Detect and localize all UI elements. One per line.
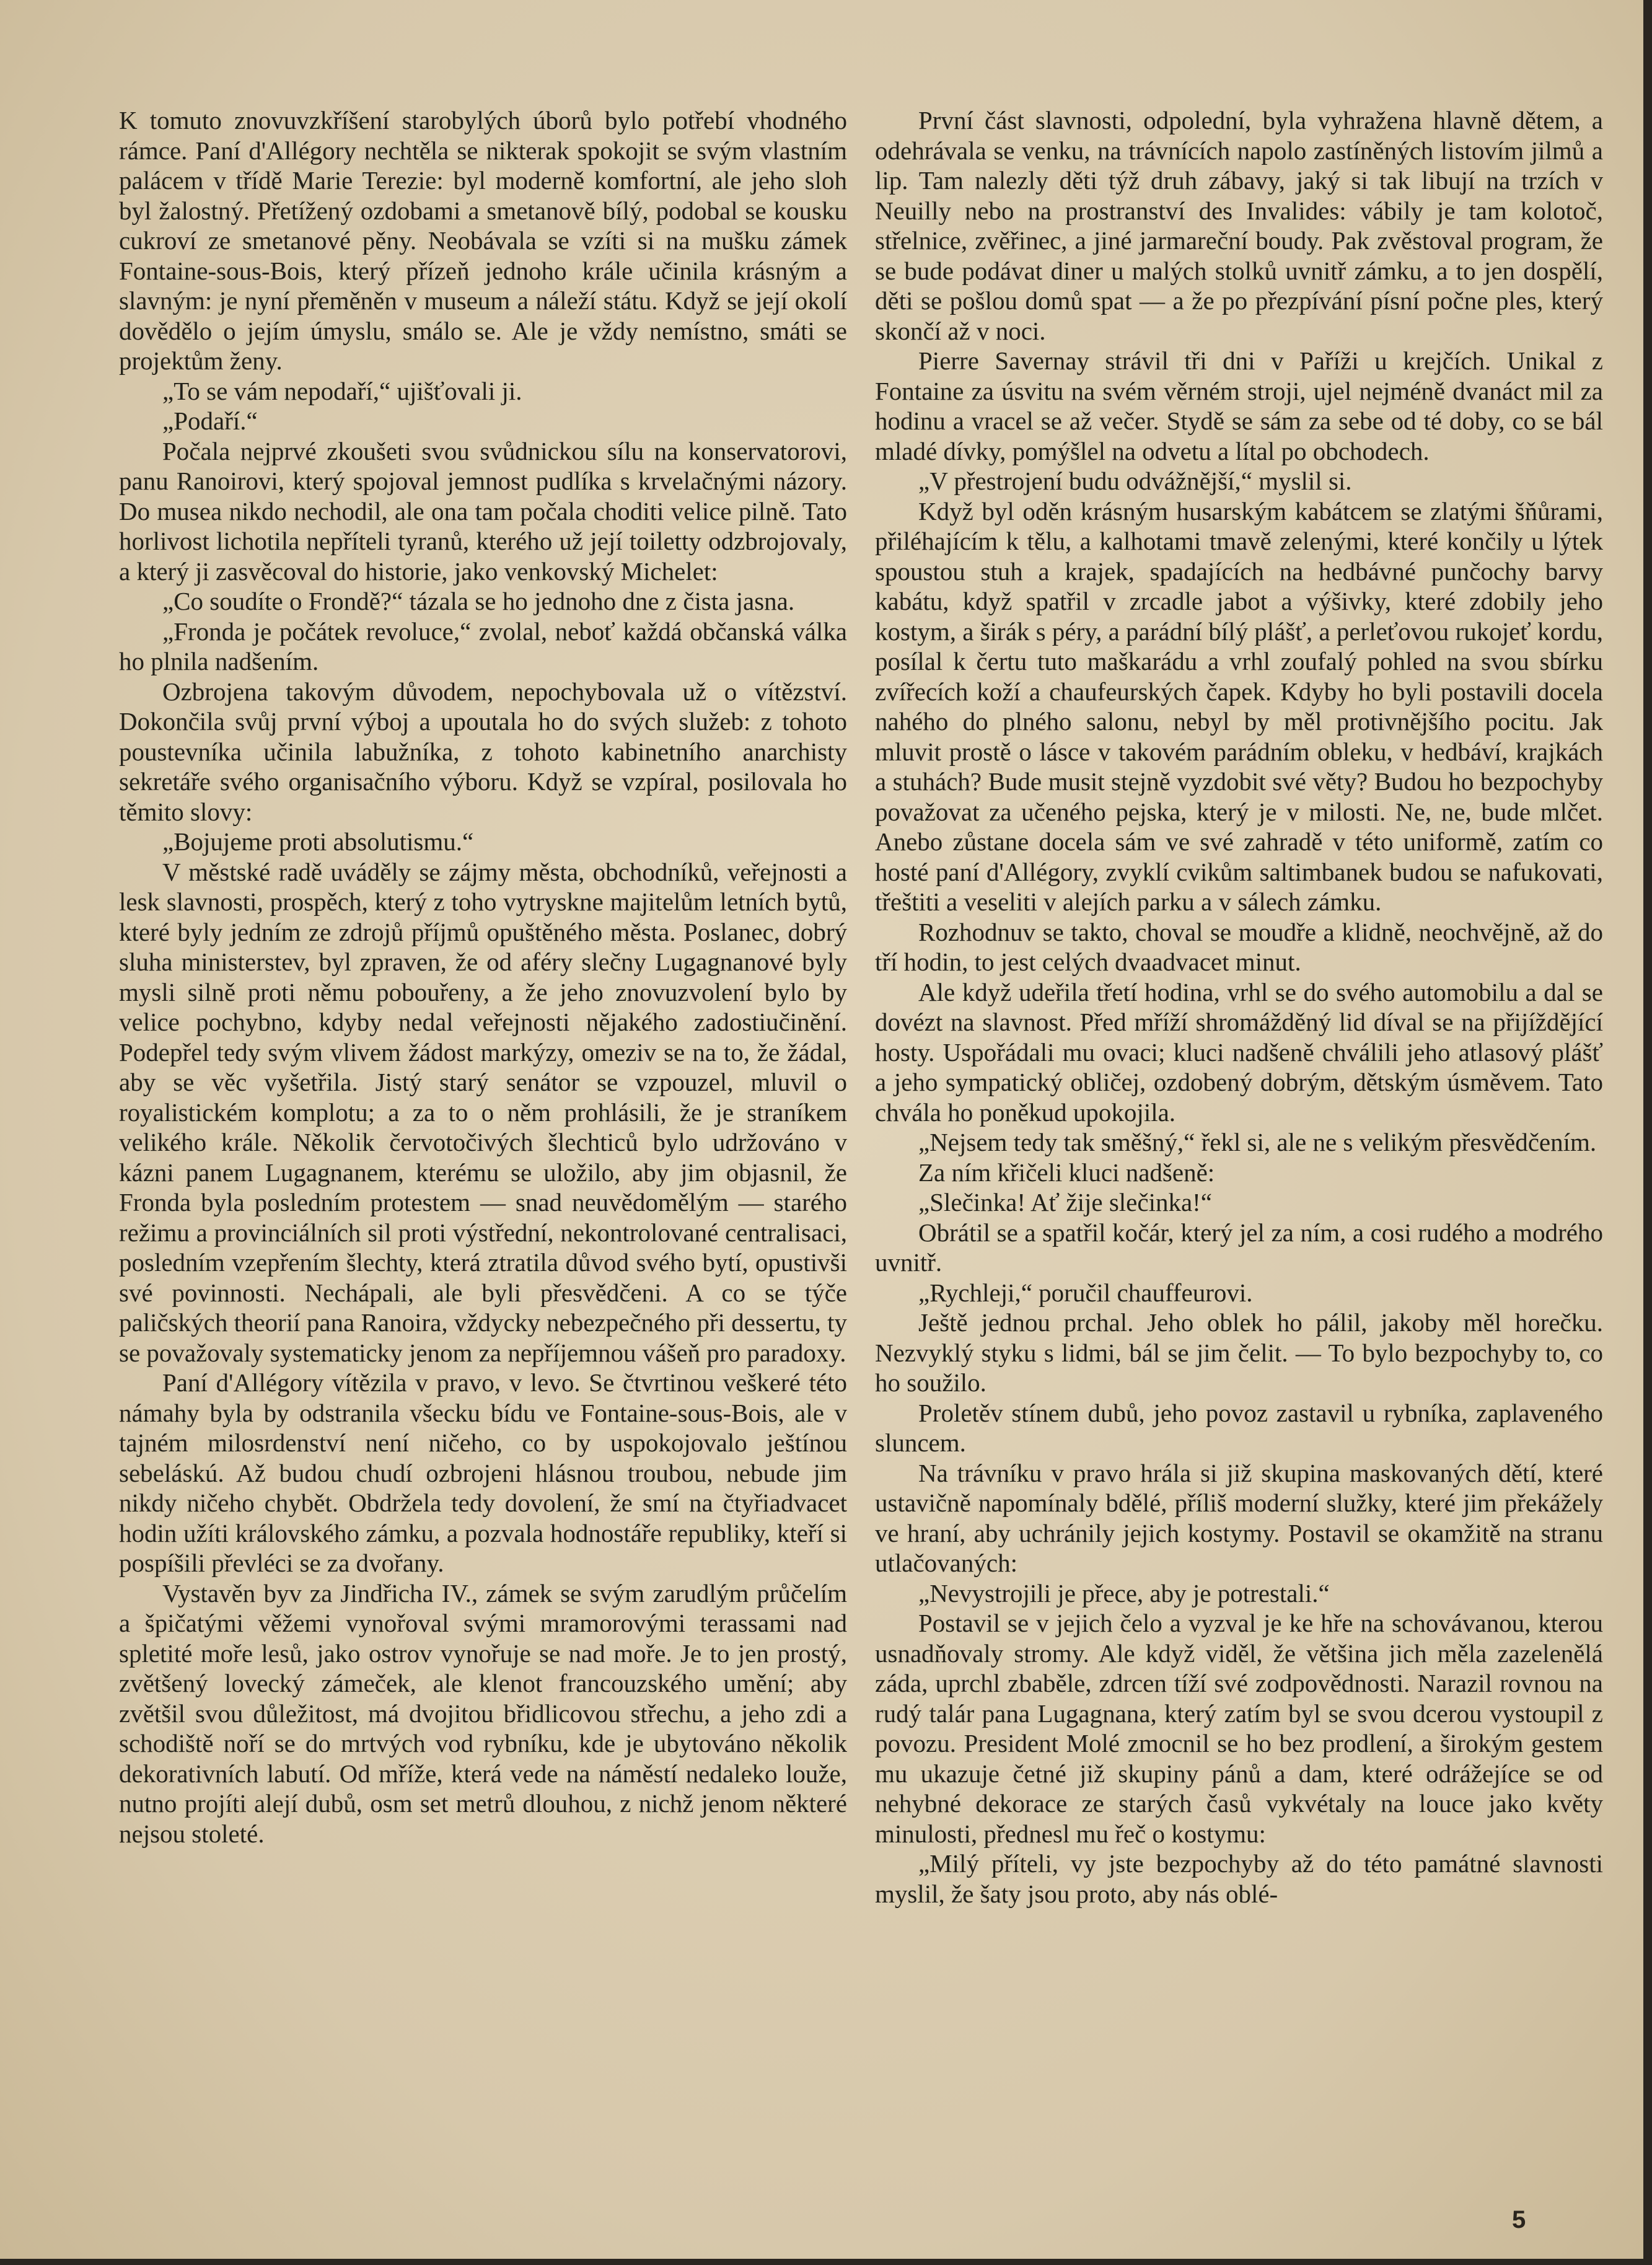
paragraph: „Rychleji,“ poručil chauffeurovi. [918,1278,1253,1307]
paragraph: Ale když udeřila třetí hodina, vrhl se do svého automobilu a dal se dovézt na slavnost. Před mříží shromážděný lid díval se na přijíždějící hosty. Uspořádali mu ovaci; kluci nadšeně chválili jeho atlasový plášť a jeho sympatický obličej, ozdobený dobrým, dětským úsměvem. Tato chvála ho poněkud upokojila. [875,977,1603,1127]
paragraph: K tomuto znovuvzkříšení starobylých úborů bylo potřebí vhodného rámce. Paní d'Allégory nechtěla se nikterak spokojit se svým vlastním palácem v třídě Marie Terezie: byl moderně komfortní, ale jeho sloh byl žalostný. Přetížený ozdobami a smetanově bílý, podobal se kousku cukroví ze smetanové pěny. Neobávala se vzíti si na mušku zámek Fontaine-sous-Bois, který přízeň jednoho krále učinila krásným a slavným: je nyní přeměněn v museum a náleží státu. Když se její okolí dovědělo o jejím úmyslu, smálo se. Ale je vždy nemístno, smáti se projektům ženy. [119,106,847,375]
paragraph: Ještě jednou prchal. Jeho oblek ho pálil, jakoby měl horečku. Nezvyklý styku s lidmi, bál se jim čelit. — To bylo bezpochyby to, co ho soužilo. [875,1308,1603,1397]
paragraph: „Nevystrojili je přece, aby je potrestali.“ [918,1578,1330,1607]
paragraph: Za ním křičeli kluci nadšeně: [918,1158,1215,1187]
paragraph: V městské radě uváděly se zájmy města, obchodníků, veřejnosti a lesk slavnosti, prospěch, který z toho vytryskne majitelům letních bytů, které byly jedním ze zdrojů příjmů opuštěného města. Poslanec, dobrý sluha ministerstev, byl zpraven, že od aféry slečny Lugagnanové byly mysli silně proti němu pobouřeny, a že jeho znovuzvolení bylo by velice pochybno, kdyby nedal veřejnosti nějakého zadostiučinění. Podepřel tedy svým vlivem žádost markýzy, omeziv se na to, že žádal, aby se věc vyšetřila. Jistý starý senátor se vzpouzel, mluvil o royalistickém komplotu; a za to o něm prohlásili, že je straníkem velikého krále. Několik červotočivých šlechticů bylo udržováno v kázni panem Lugagnanem, kterému se uložilo, aby jim objasnil, že Fronda byla posledním protestem — snad neuvědomělým — starého režimu a provinciálních sil proti výstřední, nekontrolované centralisaci, posledním vzepřením šlechty, která ztratila důvod svého bytí, opustivši své povinnosti. Nechápali, ale byli přesvědčeni. A co se týče paličských theorií pana Ranoira, vždycky nebezpečného při dessertu, ty se považovaly systematicky jenom za nepříjemnou vášeň pro paradoxy. [119,857,847,1367]
paragraph: „V přestrojení budu odvážnější,“ myslil si. [918,467,1352,495]
paragraph: Paní d'Allégory vítězila v pravo, v levo. Se čtvrtinou veškeré této námahy byla by odstranila všecku bídu ve Fontaine-sous-Bois, ale v tajném milosrdenství není ničeho, co by uspokojovalo ještínou sebeláskú. Až budou chudí ozbrojeni hlásnou troubou, nebude jim nikdy ničeho chybět. Obdržela tedy dovolení, že smí na čtyřiadvacet hodin užíti královského zámku, a pozvala hodnostáře republiky, kteří si pospíšili převléci se za dvořany. [119,1368,847,1577]
left-text-column [119,105,847,1849]
paragraph: První část slavnosti, odpolední, byla vyhražena hlavně dětem, a odehrávala se venku, na trávnících napolo zastíněných listovím jilmů a lip. Tam nalezly děti týž druh zábavy, jaký si tak libují na trzích v Neuilly nebo na prostranství des Invalides: vábily je tam kolotoč, střelnice, zvěřinec, a jiné jarmareční boudy. Pak zvěstoval program, že se bude podávat diner u malých stolků uvnitř zámku, a to jen dospělí, děti se pošlou domů spat — a že po přezpívání písní počne ples, který skončí až v noci. [875,106,1603,345]
paragraph: „Slečinka! Ať žije slečinka!“ [918,1188,1213,1216]
right-text-column [875,105,1603,1909]
paragraph: Když byl oděn krásným husarským kabátcem se zlatými šňůrami, přiléhajícím k tělu, a kalhotami tmavě zelenými, které končily u lýtek spoustou stuh a krajek, spadajících na hedbávné punčochy barvy kabátu, když spatřil v zrcadle jabot a výšivky, které zdobily jeho kostym, a širák s péry, a parádní bílý plášť, a perleťovou rukojeť kordu, posílal k čertu tuto maškarádu a vrhl zoufalý pohled na svou sbírku zvířecích koží a chaufeurských čapek. Kdyby ho byli postavili docela nahého do plného salonu, nebyl by měl protivnějšího pocitu. Jak mluvit prostě o lásce v takovém parádním obleku, v hedbáví, krajkách a stuhách? Bude musit stejně vyzdobit své věty? Budou ho bezpochyby považovat za učeného pejska, který je v milosti. Ne, ne, bude mlčet. Anebo zůstane docela sám ve své zahradě v této uniformě, zatím co hosté paní d'Allégory, zvyklí cvikům saltimbanek budou se nafukovati, třeštiti a veseliti v alejích parku a v sálech zámku. [875,496,1603,916]
paragraph: Vystavěn byv za Jindřicha IV., zámek se svým zarudlým průčelím a špičatými věžemi vynořoval svými mramorovými terassami nad spletité moře lesů, jako ostrov vynořuje se nad moře. Je to jen prostý, zvětšený lovecký zámeček, ale klenot francouzského umění; aby zvětšil svou důležitost, má dvojitou břidlicovou střechu, a jeho zdi a schodiště noří se do mrtvých vod rybníku, kde je ubytováno několik dekorativních labutí. Od mříže, která vede na náměstí nedaleko louže, nutno projíti alejí dubů, osm set metrů dlouhou, z nichž jenom některé nejsou stoleté. [119,1578,847,1848]
paragraph: „Co soudíte o Frondě?“ tázala se ho jednoho dne z čista jasna. [162,587,795,615]
paragraph: Na trávníku v pravo hrála si již skupina maskovaných dětí, které ustavičně napomínaly bdělé, příliš moderní služky, které jim překážely ve hraní, aby uchránily jejich kostymy. Postavil se okamžitě na stranu utlačovaných: [875,1458,1603,1577]
page-number: 5 [1512,2206,1526,2233]
paragraph: Ozbrojena takovým důvodem, nepochybovala už o vítězství. Dokončila svůj první výboj a upoutala ho do svých služeb: z tohoto poustevníka učinila labužníka, z tohoto kabinetního anarchisty sekretáře svého organisačního výboru. Když se vzpíral, posilovala ho těmito slovy: [119,677,847,826]
paragraph: Rozhodnuv se takto, choval se moudře a klidně, neochvějně, až do tří hodin, to jest celých dvaadvacet minut. [875,917,1603,976]
paragraph: Počala nejprvé zkoušeti svou svůdnickou sílu na konservatorovi, panu Ranoirovi, který spojoval jemnost pudlíka s krvelačnými názory. Do musea nikdo nechodil, ale ona tam počala choditi velice pilně. Tato horlivost lichotila nepříteli tyranů, kterého už její toiletty odzbrojovaly, a který ji zasvěcoval do historie, jako venkovský Michelet: [119,436,847,586]
paragraph: Pierre Savernay strávil tři dni v Paříži u krejčích. Unikal z Fontaine za úsvitu na svém věrném stroji, ujel nejméně dvanáct mil za hodinu a vracel se až večer. Stydě se sám za sebe od té doby, co se bál mladé dívky, pomýšlel na odvetu a lítal po obchodech. [875,346,1603,465]
paragraph: „Nejsem tedy tak směšný,“ řekl si, ale ne s velikým přesvědčením. [918,1128,1597,1156]
paragraph: Obrátil se a spatřil kočár, který jel za ním, a cosi rudého a modrého uvnitř. [875,1218,1603,1277]
paragraph: „Fronda je počátek revoluce,“ zvolal, neboť každá občanská válka ho plnila nadšením. [119,617,847,675]
paragraph: Postavil se v jejich čelo a vyzval je ke hře na schovávanou, kterou usnadňovaly stromy. Ale když viděl, že většina jich měla zazelenělá záda, uprchl zbaběle, zdrcen tíží své zodpovědnosti. Narazil rovnou na rudý talár pana Lugagnana, který zatím byl se svou dcerou vystoupil z povozu. President Molé zmocnil se ho bez prodlení, a širokým gestem mu ukazuje četné již skupiny pánů a dam, které odrážejíce se od nehybné dekorace ze starých časů vykvétaly na louce jako květy minulosti, přednesl mu řeč o kostymu: [875,1609,1603,1848]
paragraph: „Bojujeme proti absolutismu.“ [162,827,474,856]
paragraph: „To se vám nepodaří,“ ujišťovali ji. [162,376,522,405]
paragraph: Proletěv stínem dubů, jeho povoz zastavil u rybníka, zaplaveného sluncem. [875,1398,1603,1457]
paragraph: „Milý příteli, vy jste bezpochyby až do této památné slavnosti myslil, že šaty jsou proto, aby nás oblé- [875,1849,1603,1908]
paragraph: „Podaří.“ [162,407,258,435]
